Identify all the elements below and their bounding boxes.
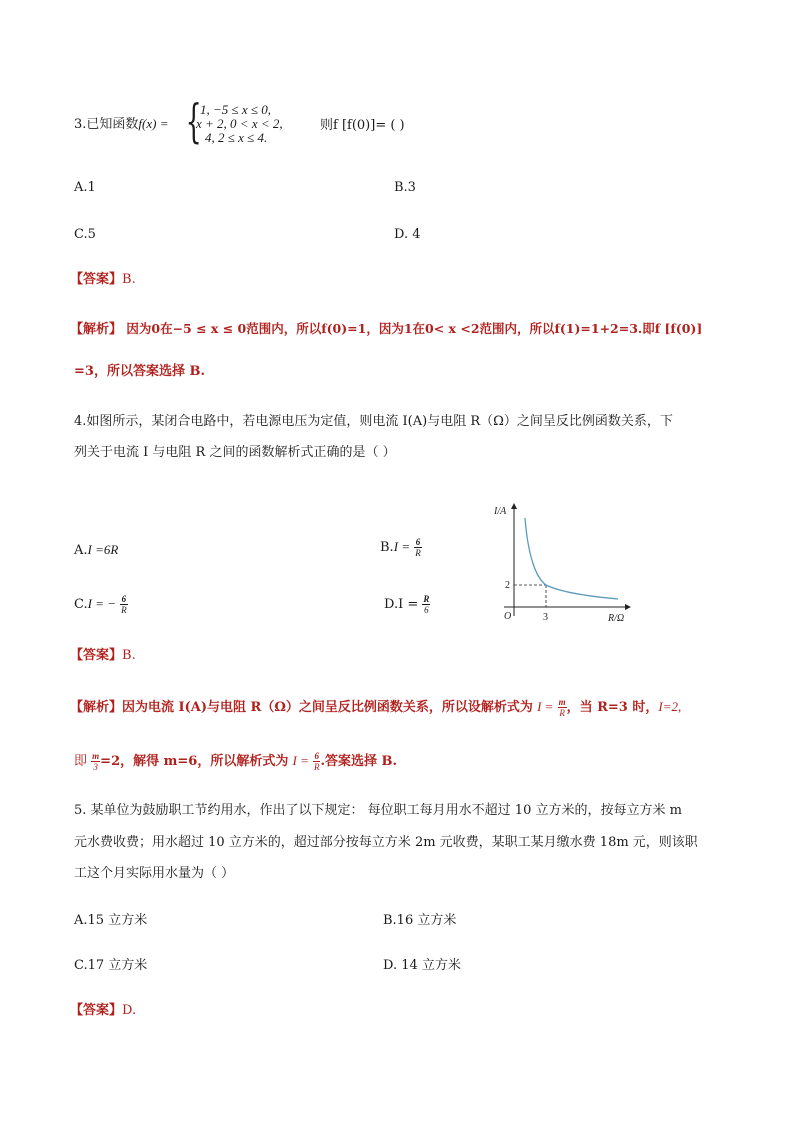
q4-option-c: C.I = − $\frac{6}{R}$ (74, 594, 127, 615)
graph-x-tick-label: 3 (543, 612, 548, 623)
q3-ask: 则f [f(0)]= ( ) (320, 118, 405, 133)
q4-analysis-text1: 因为电流 I(A)与电阻 R（Ω）之间呈反比例函数关系，所以设解析式为 (122, 700, 533, 715)
q5-answer (70, 1003, 136, 1019)
q5-stem-line3: 工这个月实际用水量为（ ） (74, 866, 235, 881)
q4-analysis-line1 (70, 697, 681, 718)
q4-answer (70, 648, 136, 664)
q4-option-a-expr: I =6R (87, 542, 119, 557)
q3-answer-tag: 【答案】 (70, 272, 123, 287)
q5-answer-tag: 【答案】 (70, 1003, 123, 1018)
q3-cases (196, 103, 283, 145)
q3-fx: f(x) = (138, 116, 169, 131)
q4-analysis2-prefix: 即 (74, 754, 88, 769)
q4-option-d-fraction: $\frac{R}{6}$ (423, 594, 430, 615)
q5-stem-line2: 元水费收费；用水超过 10 立方米的，超过部分按每立方米 2m 元收费，某职工某月缴水费 18m 元，则该职 (74, 835, 698, 850)
q5-option-c: C.17 立方米 (74, 958, 148, 973)
graph-curve (525, 518, 618, 599)
q4-graph (490, 496, 640, 631)
q4-answer-value: B. (122, 648, 136, 663)
graph-origin-label: O (504, 611, 512, 622)
q3-option-b: B.3 (394, 180, 416, 195)
graph-y-label: I/A (494, 506, 507, 517)
q3-analysis-line1 (70, 321, 702, 338)
q3-stem (74, 114, 168, 134)
q3-option-d: D. 4 (394, 227, 421, 242)
q4-option-d: D.I = $\frac{R}{6}$ (384, 594, 430, 615)
q5-option-a: A.15 立方米 (74, 913, 148, 928)
q4-analysis-tag: 【解析】 (70, 700, 123, 715)
q3-analysis-line2: =3，所以答案选择 B. (74, 364, 205, 379)
q3-answer (70, 272, 136, 288)
q3-brace: { (185, 94, 202, 148)
q3-answer-value: B. (122, 272, 136, 287)
graph-y-tick-label: 2 (505, 580, 510, 591)
q3-analysis-text1: 因为0在−5 ≤ x ≤ 0范围内，所以f(0)=1，因为1在0< x <2范围内，所以f(1)=1+2=3.即f [f(0)] (122, 321, 703, 336)
q3-prefix: 3.已知函数 (74, 117, 139, 132)
q5-answer-value: D. (122, 1003, 137, 1018)
graph-axes (504, 504, 630, 616)
q4-answer-tag: 【答案】 (70, 648, 123, 663)
q4-analysis2-eq-fraction: $\frac{6}{R}$ (313, 751, 320, 772)
q4-stem-line1: 4.如图所示，某闭合电路中，若电源电压为定值，则电流 I(A)与电阻 R（Ω）之间呈反比例函数关系，下 (74, 414, 673, 429)
q3-case-3: 4, 2 ≤ x ≤ 4. (205, 130, 268, 145)
q4-analysis2-eq-lhs: I = (292, 753, 309, 768)
q3-analysis-tag: 【解析】 (70, 322, 123, 337)
q4-option-b: B.I = $\frac{6}{R}$ (380, 537, 421, 558)
q4-analysis2-fraction: $\frac{m}{3}$ (92, 751, 100, 772)
q3-case-2: x + 2, 0 < x < 2, (196, 116, 283, 131)
q5-option-b: B.16 立方米 (383, 913, 457, 928)
q4-analysis-text2: ，当 R=3 时， (566, 700, 659, 715)
q4-option-a: A.I =6R (74, 542, 119, 558)
q3-option-a: A.1 (74, 180, 96, 195)
q4-analysis-eq1-lhs: I = (537, 699, 554, 714)
q3-option-c: C.5 (74, 227, 96, 242)
q3-case-1: 1, −5 ≤ x ≤ 0, (200, 102, 272, 117)
q5-stem-line1: 5. 某单位为鼓励职工节约用水，作出了以下规定： 每位职工每月用水不超过 10 立方米的，按每立方米 m (74, 803, 682, 818)
q4-option-c-fraction: $\frac{6}{R}$ (121, 594, 127, 615)
q4-analysis-eq1-fraction: $\frac{m}{R}$ (558, 697, 566, 718)
q4-stem-line2: 列关于电流 I 与电阻 R 之间的函数解析式正确的是（ ） (74, 445, 396, 460)
q4-analysis2-text1: =2，解得 m=6，所以解析式为 (100, 754, 289, 769)
q4-analysis-line2 (74, 751, 397, 772)
graph-x-label: R/Ω (608, 613, 625, 624)
q4-analysis-text3: I=2, (658, 699, 682, 714)
q4-option-b-fraction: $\frac{6}{R}$ (415, 537, 421, 558)
q5-option-d: D. 14 立方米 (383, 958, 461, 973)
q4-analysis2-text2: .答案选择 B. (320, 754, 398, 769)
